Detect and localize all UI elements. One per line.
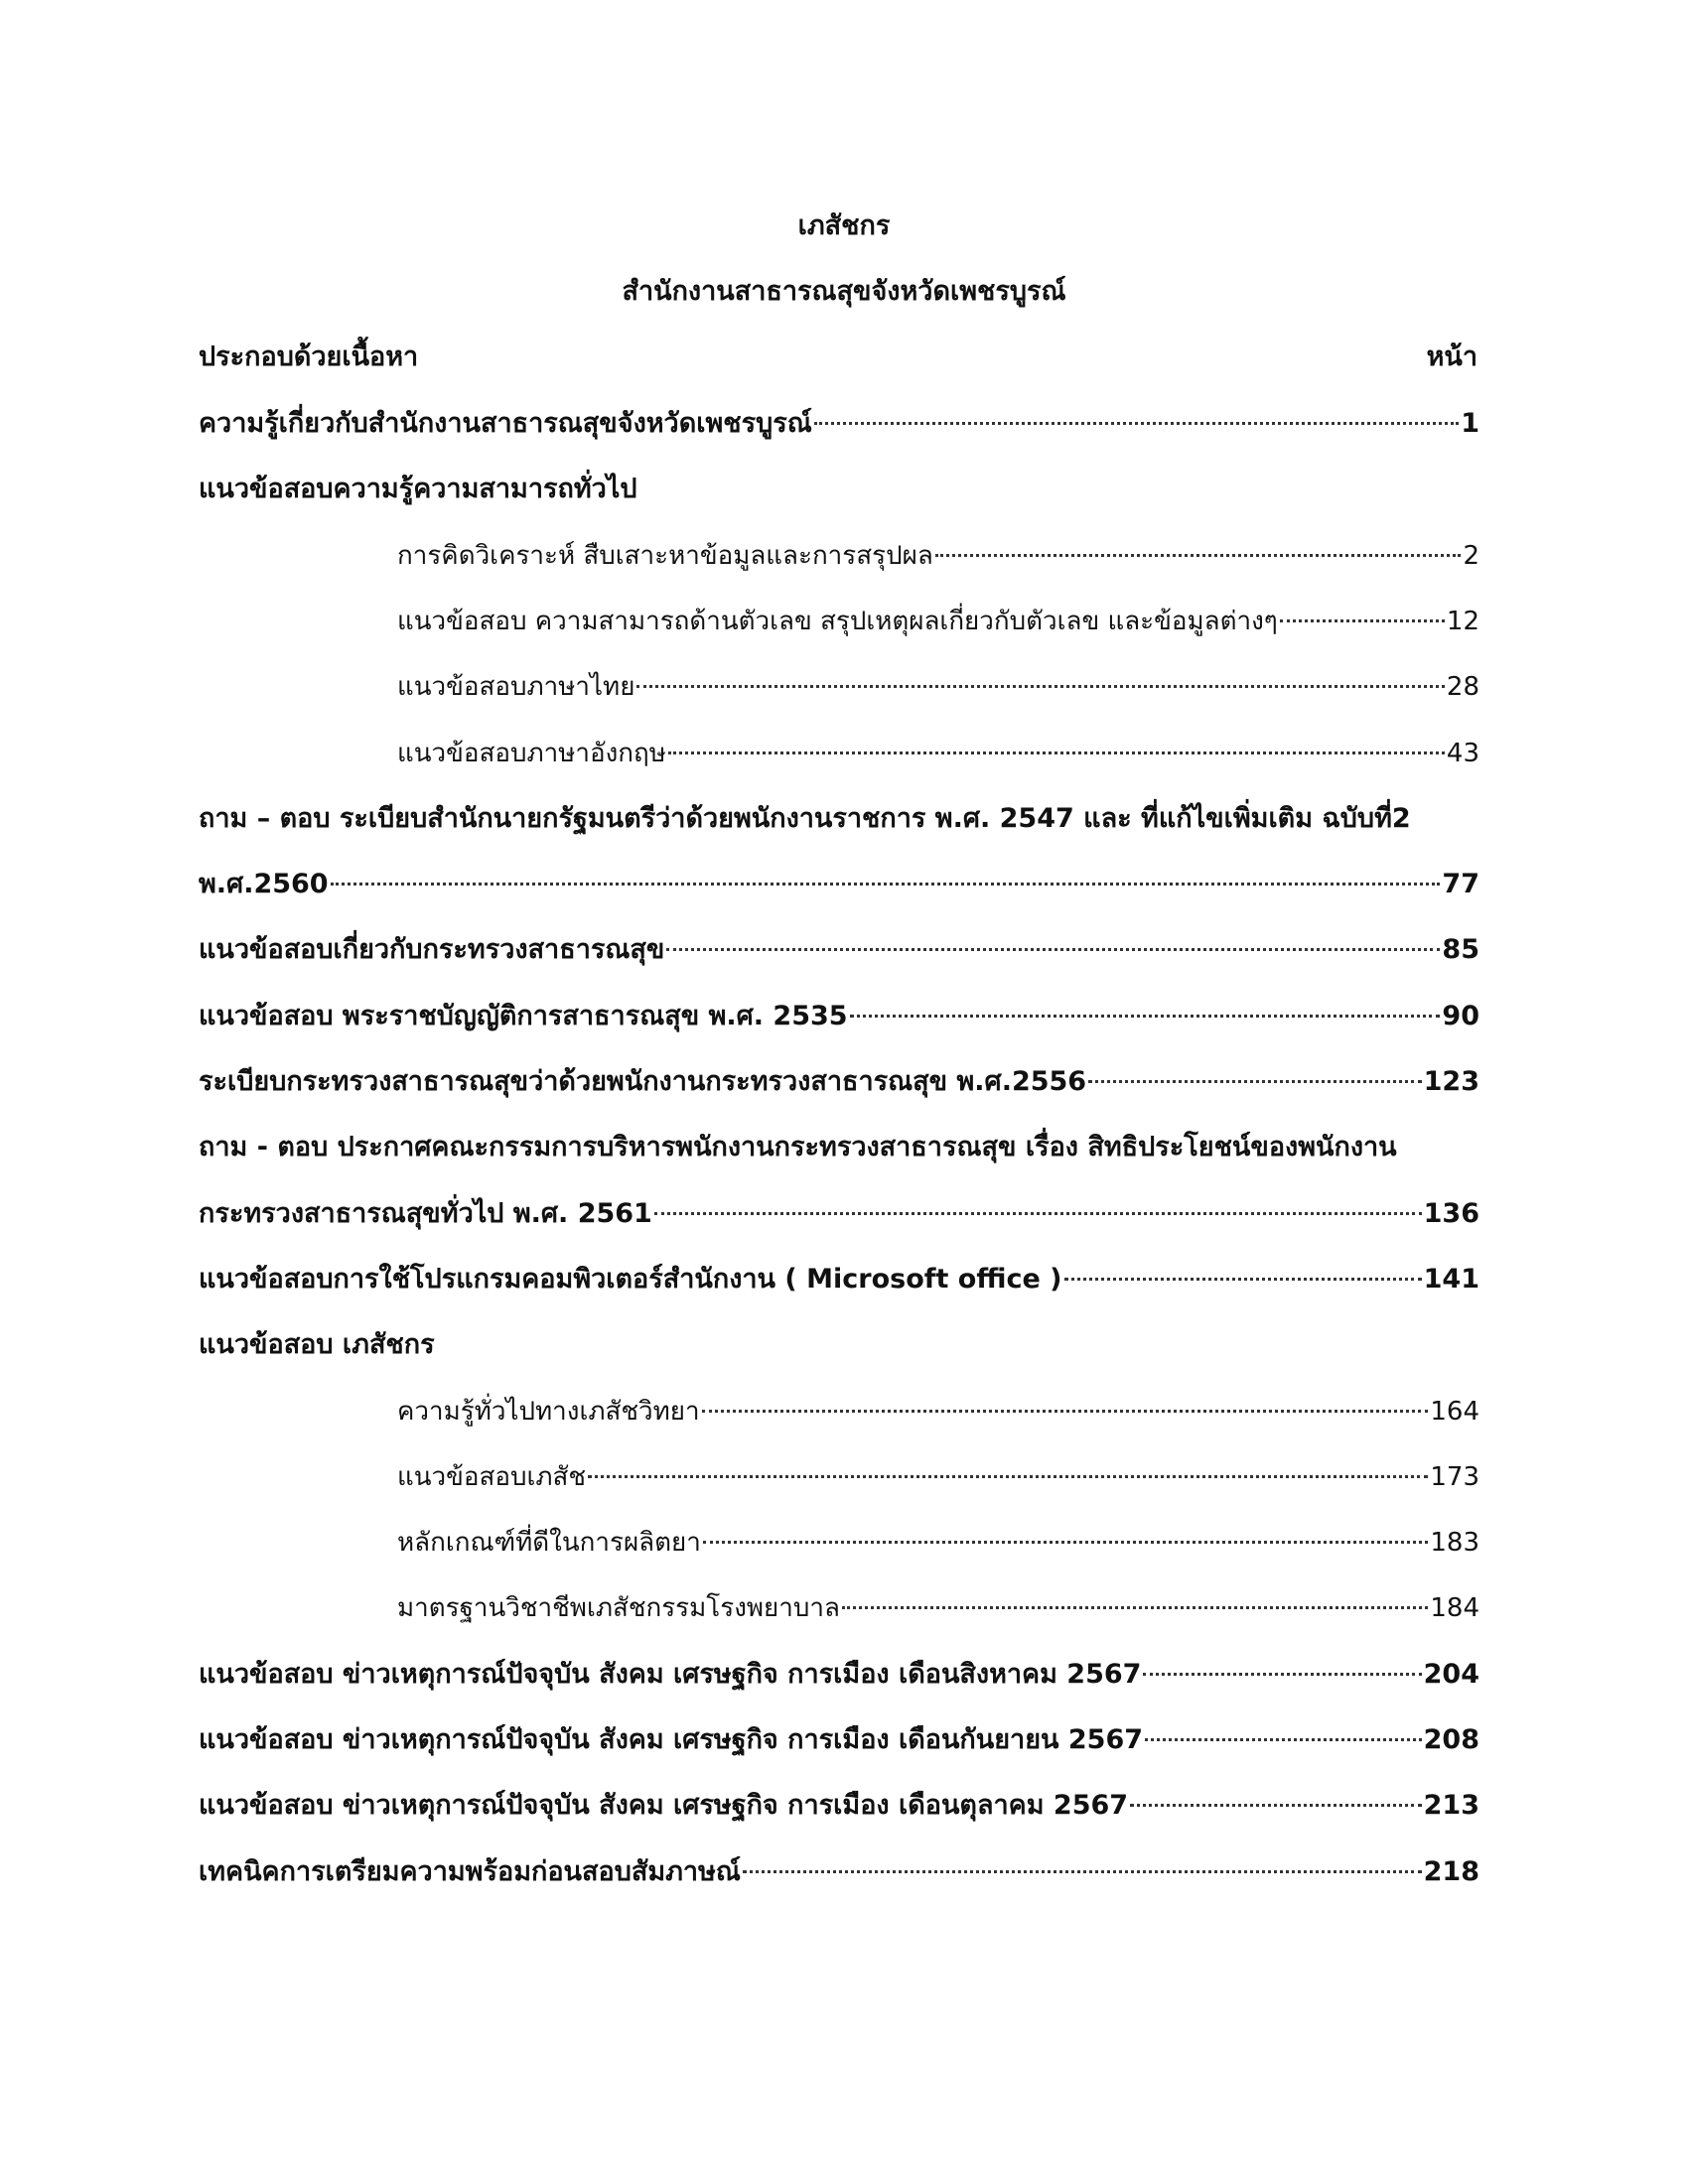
toc-entry-title: ระเบียบกระทรวงสาธารณสุขว่าด้วยพนักงานกระทรวงสาธารณสุข พ.ศ.2556: [199, 1066, 1087, 1097]
toc-entry: [199, 1062, 1479, 1102]
toc-entry: [199, 1325, 435, 1365]
toc-entry-title: แนวข้อสอบ พระราชบัญญัติการสาธารณสุข พ.ศ. 2535: [199, 1001, 848, 1031]
toc-entry-title: ถาม - ตอบ ประกาศคณะกรรมการบริหารพนักงานกระทรวงสาธารณสุข เรื่อง สิทธิประโยชน์ของพนักงาน: [199, 1132, 1397, 1162]
toc-entry: [199, 1786, 1479, 1826]
toc-entry-title: การคิดวิเคราะห์ สืบเสาะหาข้อมูลและการสรุปผล: [397, 541, 933, 571]
toc-entry-page-number: 204: [1423, 1659, 1479, 1690]
page-subtitle: สำนักงานสาธารณสุขจังหวัดเพชรบูรณ์: [622, 276, 1066, 307]
toc-entry: [199, 1720, 1479, 1760]
toc-entry: [397, 734, 1479, 773]
dot-leader: [1280, 619, 1445, 622]
toc-entry-title: พ.ศ.2560: [199, 869, 329, 899]
toc-entry-title: แนวข้อสอบภาษาไทย: [397, 672, 635, 702]
toc-entry-page-number: 183: [1430, 1528, 1479, 1558]
toc-entry: [397, 1588, 1479, 1628]
toc-entry: [397, 1523, 1479, 1563]
dot-leader: [588, 1475, 1428, 1478]
page-title: เภสัชกร: [797, 210, 891, 241]
toc-entry-title: แนวข้อสอบการใช้โปรแกรมคอมพิวเตอร์สำนักงาน ( Microsoft office ): [199, 1264, 1062, 1295]
toc-entry-page-number: 136: [1423, 1198, 1479, 1229]
toc-entry: [199, 1852, 1479, 1892]
dot-leader: [814, 422, 1459, 425]
toc-entry-title: แนวข้อสอบ ความสามารถด้านตัวเลข สรุปเหตุผลเกี่ยวกับตัวเลข และข้อมูลต่างๆ: [397, 607, 1278, 636]
page-column-header: หน้า: [1426, 341, 1477, 372]
toc-entry-title: กระทรวงสาธารณสุขทั่วไป พ.ศ. 2561: [199, 1198, 652, 1229]
toc-entry: [199, 1260, 1479, 1299]
toc-entry: [397, 602, 1479, 641]
toc-entry-page-number: 173: [1430, 1462, 1479, 1492]
dot-leader: [935, 554, 1462, 557]
toc-entry-page-number: 218: [1423, 1856, 1479, 1887]
dot-leader: [331, 883, 1441, 886]
dot-leader: [702, 1410, 1429, 1413]
dot-leader: [1130, 1804, 1422, 1807]
toc-entry-page-number: 2: [1463, 541, 1479, 571]
toc-entry-page-number: 43: [1446, 739, 1479, 768]
dot-leader: [636, 685, 1444, 688]
toc-entry-page-number: 90: [1442, 1001, 1479, 1031]
toc-entry-title: ถาม – ตอบ ระเบียบสำนักนายกรัฐมนตรีว่าด้วยพนักงานราชการ พ.ศ. 2547 และ ที่แก้ไขเพิ่มเติม ฉบับที่2: [199, 803, 1411, 834]
dot-leader: [1143, 1673, 1421, 1676]
toc-entry-page-number: 208: [1423, 1724, 1479, 1755]
toc-entry: [199, 865, 1479, 904]
toc-entry-title: แนวข้อสอบ ข่าวเหตุการณ์ปัจจุบัน สังคม เศรษฐกิจ การเมือง เดือนกันยายน 2567: [199, 1724, 1144, 1755]
toc-entry: [199, 997, 1479, 1036]
dot-leader: [654, 1212, 1422, 1215]
toc-entry: [397, 1392, 1479, 1432]
dot-leader: [850, 1015, 1441, 1018]
toc-entry: [199, 470, 637, 509]
dot-leader: [1064, 1278, 1422, 1281]
toc-entry: [199, 1194, 1479, 1234]
dot-leader: [842, 1606, 1428, 1609]
toc-entry-page-number: 164: [1430, 1397, 1479, 1427]
contents-header-label: ประกอบด้วยเนื้อหา: [199, 341, 419, 372]
toc-entry-title: หลักเกณฑ์ที่ดีในการผลิตยา: [397, 1528, 701, 1558]
toc-entry-title: แนวข้อสอบเกี่ยวกับกระทรวงสาธารณสุข: [199, 934, 665, 965]
toc-entry: [199, 799, 1479, 839]
toc-entry: [199, 404, 1479, 444]
toc-entry-page-number: 213: [1423, 1790, 1479, 1821]
dot-leader: [668, 751, 1445, 754]
dot-leader: [1088, 1080, 1422, 1083]
toc-entry-page-number: 1: [1461, 408, 1479, 439]
toc-entry-page-number: 141: [1423, 1264, 1479, 1295]
toc-entry-title: มาตรฐานวิชาชีพเภสัชกรรมโรงพยาบาล: [397, 1593, 840, 1623]
toc-entry-title: ความรู้เกี่ยวกับสำนักงานสาธารณสุขจังหวัดเพชรบูรณ์: [199, 408, 812, 439]
toc-entry: [397, 536, 1479, 576]
toc-entry-page-number: 12: [1446, 607, 1479, 636]
toc-entry: [199, 1128, 1397, 1167]
toc-entry: [397, 667, 1479, 707]
toc-entry-title: ความรู้ทั่วไปทางเภสัชวิทยา: [397, 1397, 700, 1427]
toc-entry-page-number: 123: [1423, 1066, 1479, 1097]
toc-entry-title: แนวข้อสอบภาษาอังกฤษ: [397, 739, 666, 768]
toc-entry-title: แนวข้อสอบความรู้ความสามารถทั่วไป: [199, 474, 637, 504]
toc-entry: [199, 930, 1479, 970]
dot-leader: [743, 1870, 1422, 1873]
toc-entry-title: แนวข้อสอบเภสัช: [397, 1462, 587, 1492]
toc-entry-title: แนวข้อสอบ เภสัชกร: [199, 1329, 435, 1360]
toc-entry-title: แนวข้อสอบ ข่าวเหตุการณ์ปัจจุบัน สังคม เศรษฐกิจ การเมือง เดือนตุลาคม 2567: [199, 1790, 1129, 1821]
dot-leader: [1145, 1738, 1422, 1741]
toc-entry: [397, 1457, 1479, 1497]
toc-entry-title: เทคนิคการเตรียมความพร้อมก่อนสอบสัมภาษณ์: [199, 1856, 741, 1887]
dot-leader: [703, 1541, 1429, 1544]
dot-leader: [666, 948, 1440, 951]
toc-entry-page-number: 85: [1442, 934, 1479, 965]
toc-entry-page-number: 28: [1446, 672, 1479, 702]
toc-entry-page-number: 184: [1430, 1593, 1479, 1623]
toc-entry-title: แนวข้อสอบ ข่าวเหตุการณ์ปัจจุบัน สังคม เศรษฐกิจ การเมือง เดือนสิงหาคม 2567: [199, 1659, 1142, 1690]
toc-entry: [199, 1655, 1479, 1695]
toc-entry-page-number: 77: [1442, 869, 1479, 899]
